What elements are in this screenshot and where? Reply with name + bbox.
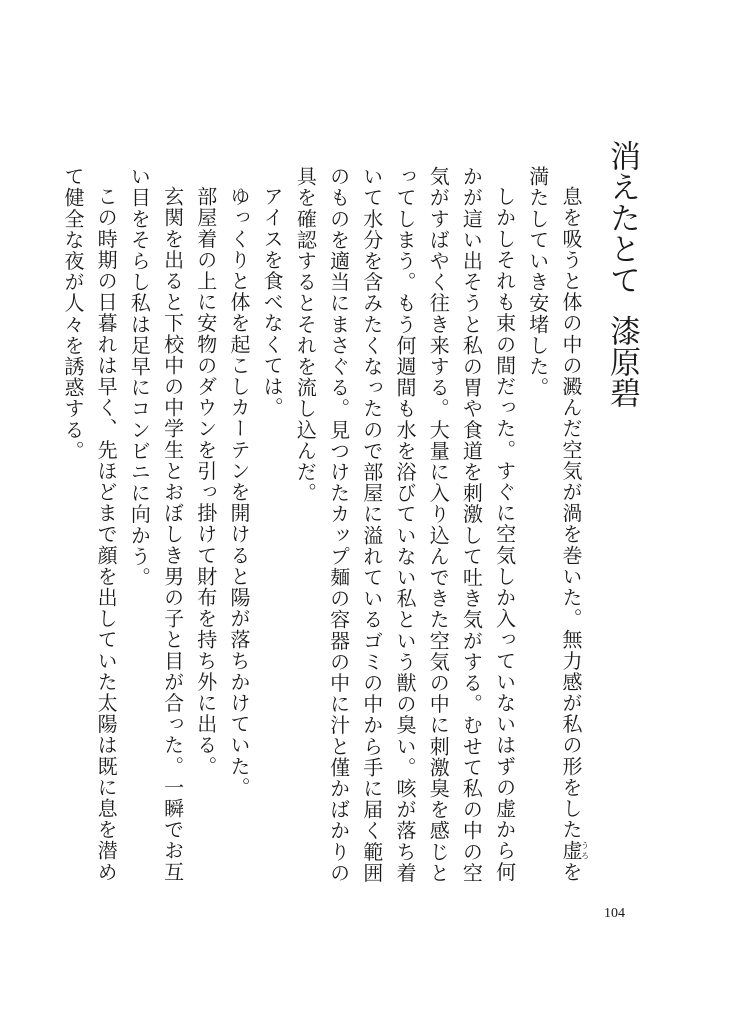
- ruby-word: [559, 840, 590, 862]
- paragraph-2: しかしそれも束の間だった。すぐに空気しか入っていないはずの虚から何かが這い出そうと私の胃や食道を刺激して吐き気がする。むせて私の中の空気がすばやく往き来する。大量に入り込んできた空気の中に刺激臭を感じとってしまう。もう何週間も水を浴びていない私という獣の臭い。咳が落ち着いて水分を含みたくなったので部屋に溢れているゴミの中から手に届く範囲のものを適当にまさぐる。見つけたカップ麺の容器の中に汁と僅かばかりの具を確認するとそれを流し込んだ。: [293, 166, 517, 884]
- page-number: 104: [604, 906, 625, 921]
- chapter-title: 消えたとて: [604, 140, 640, 295]
- paragraph-5: 部屋着の上に安物のダウンを引っ掛けて財布を持ち外に出る。: [193, 186, 218, 777]
- author-name: 漆原碧: [604, 315, 640, 408]
- body-text: [56, 166, 589, 886]
- paragraph-1-after: を満たしていき安堵した。: [525, 166, 583, 883]
- paragraph-4: ゆっくりと体を起こしカーテンを開けると陽が落ちかけていた。: [226, 186, 251, 798]
- chapter-heading: [598, 140, 646, 410]
- ruby-base: 虚: [559, 840, 583, 862]
- paragraph-6: 玄関を出ると下校中の中学生とおぼしき男の子と目が合った。一瞬でお互い目をそらし私は足早にコンビニに向かう。: [127, 166, 185, 883]
- paragraph-7: この時期の日暮れは早く、先ほどまで顔を出していた太陽は既に息を潜めて健全な夜が人々を誘惑する。: [60, 166, 119, 883]
- paragraph-1: [521, 166, 589, 886]
- paragraph-1-before: 息を吸うと体の中の澱んだ空気が渦を巻いた。無力感が私の形をした: [559, 186, 583, 841]
- paragraph-3: アイスを食べなくては。: [260, 186, 285, 419]
- ruby-reading: うろ: [580, 840, 590, 862]
